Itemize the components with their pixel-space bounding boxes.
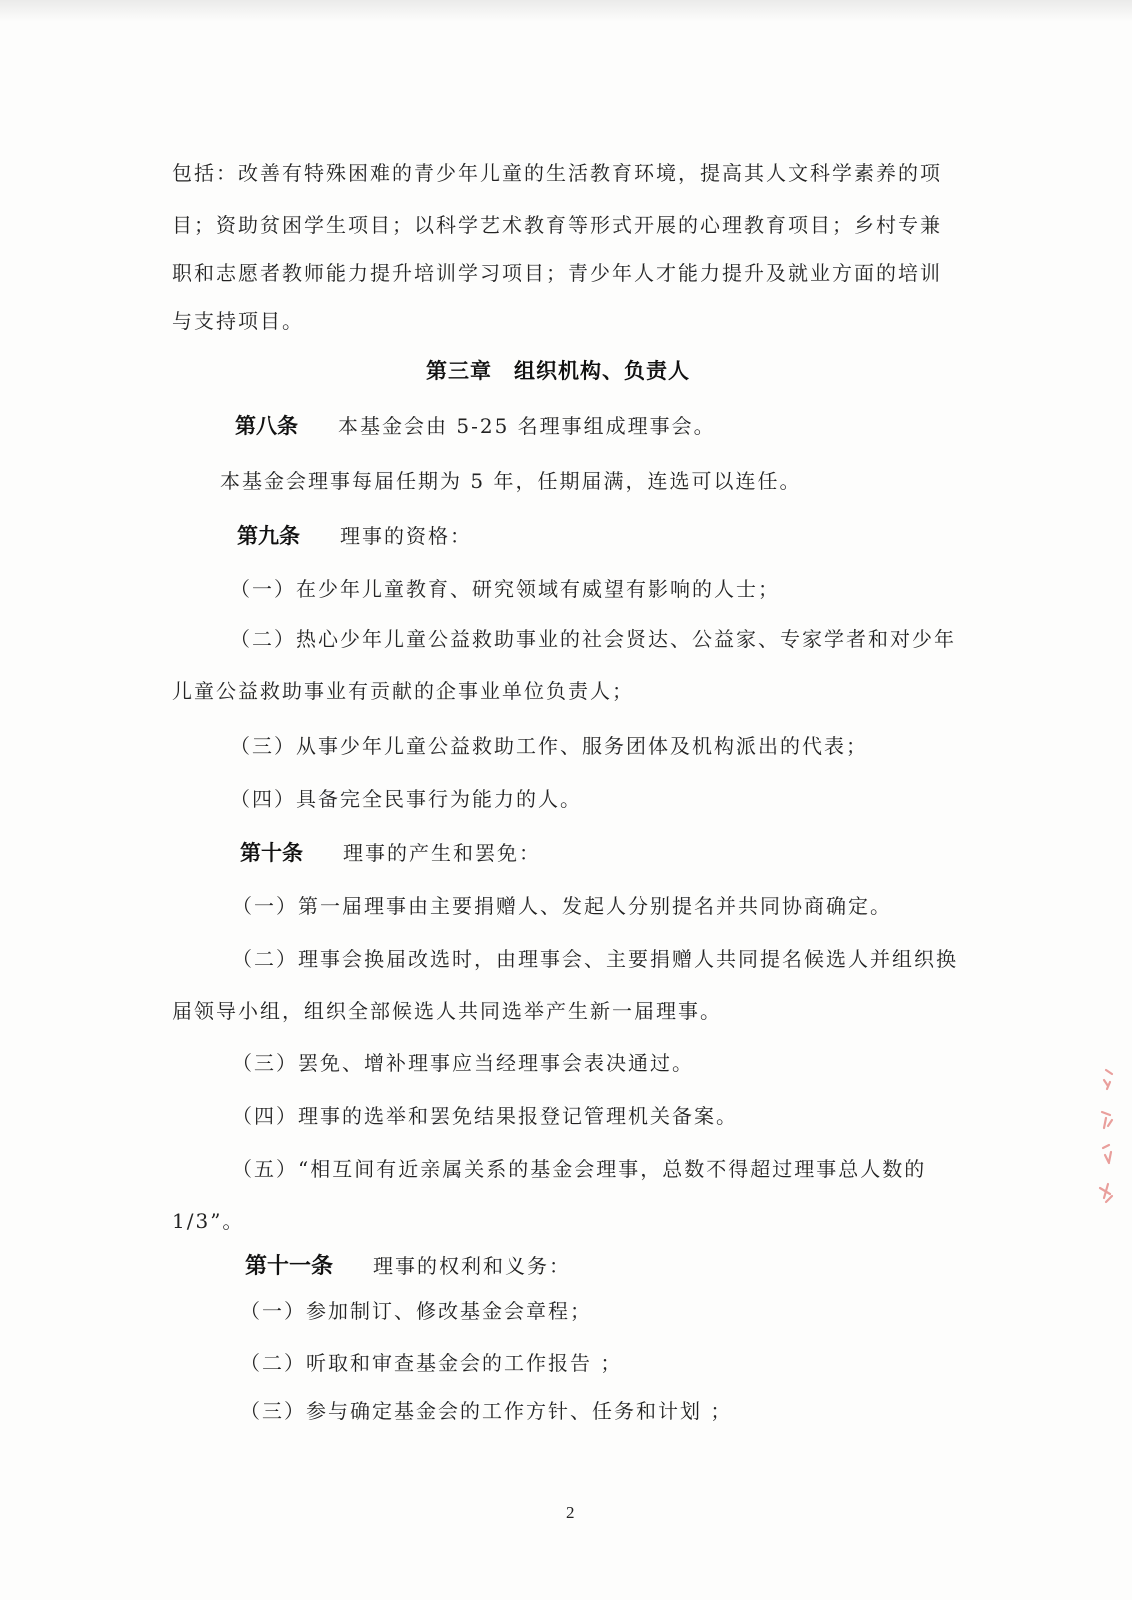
article-11-text: 理事的权利和义务： [373, 1254, 572, 1278]
article-9-item-4: （四）具备完全民事行为能力的人。 [230, 787, 582, 811]
intro-line-1: 包括：改善有特殊困难的青少年儿童的生活教育环境，提高其人文科学素养的项 [172, 161, 942, 185]
article-8-text: 本基金会由 5-25 名理事组成理事会。 [338, 414, 716, 438]
article-10-text: 理事的产生和罢免： [343, 841, 541, 865]
article-10-item-3: （三）罢免、增补理事应当经理事会表决通过。 [232, 1051, 694, 1075]
intro-line-3: 职和志愿者教师能力提升培训学习项目；青少年人才能力提升及就业方面的培训 [172, 261, 942, 285]
page-number: 2 [566, 1503, 575, 1522]
article-9 [237, 523, 472, 549]
article-10-item-5: （五）“相互间有近亲属关系的基金会理事，总数不得超过理事总人数的 [232, 1157, 927, 1181]
article-11-item-3: （三）参与确定基金会的工作方针、任务和计划 ； [240, 1399, 733, 1423]
article-11-heading: 第十一条 [245, 1254, 334, 1279]
article-11 [245, 1253, 571, 1280]
article-8 [235, 413, 716, 439]
article-10-item-2-cont: 届领导小组，组织全部候选人共同选举产生新一届理事。 [172, 999, 722, 1023]
article-8-heading: 第八条 [235, 414, 298, 438]
chapter-title: 第三章 组织机构、负责人 [426, 358, 690, 383]
intro-line-4: 与支持项目。 [172, 309, 304, 333]
seal-fragment [1088, 1060, 1128, 1220]
article-8-paragraph: 本基金会理事每届任期为 5 年，任期届满，连选可以连任。 [220, 469, 802, 493]
article-10-heading: 第十条 [240, 841, 303, 865]
article-9-text: 理事的资格： [340, 524, 472, 548]
article-11-item-1: （一）参加制订、修改基金会章程； [240, 1299, 592, 1323]
intro-line-2: 目；资助贫困学生项目；以科学艺术教育等形式开展的心理教育项目；乡村专兼 [172, 213, 942, 237]
article-10-item-2: （二）理事会换届改选时，由理事会、主要捐赠人共同提名候选人并组织换 [232, 947, 958, 971]
article-11-item-2: （二）听取和审查基金会的工作报告 ； [240, 1351, 623, 1375]
article-9-item-1: （一）在少年儿童教育、研究领域有威望有影响的人士； [230, 577, 780, 601]
article-9-heading: 第九条 [237, 524, 300, 548]
article-9-item-3: （三）从事少年儿童公益救助工作、服务团体及机构派出的代表； [230, 734, 868, 758]
article-9-item-2: （二）热心少年儿童公益救助事业的社会贤达、公益家、专家学者和对少年 [230, 627, 956, 651]
article-10-item-5-cont: 1/3”。 [172, 1209, 245, 1233]
scan-edge-shadow [0, 0, 1132, 22]
article-10-item-1: （一）第一届理事由主要捐赠人、发起人分别提名并共同协商确定。 [232, 894, 892, 918]
article-9-item-2-cont: 儿童公益救助事业有贡献的企事业单位负责人； [172, 679, 634, 703]
article-10-item-4: （四）理事的选举和罢免结果报登记管理机关备案。 [232, 1104, 738, 1128]
article-10 [240, 840, 541, 866]
